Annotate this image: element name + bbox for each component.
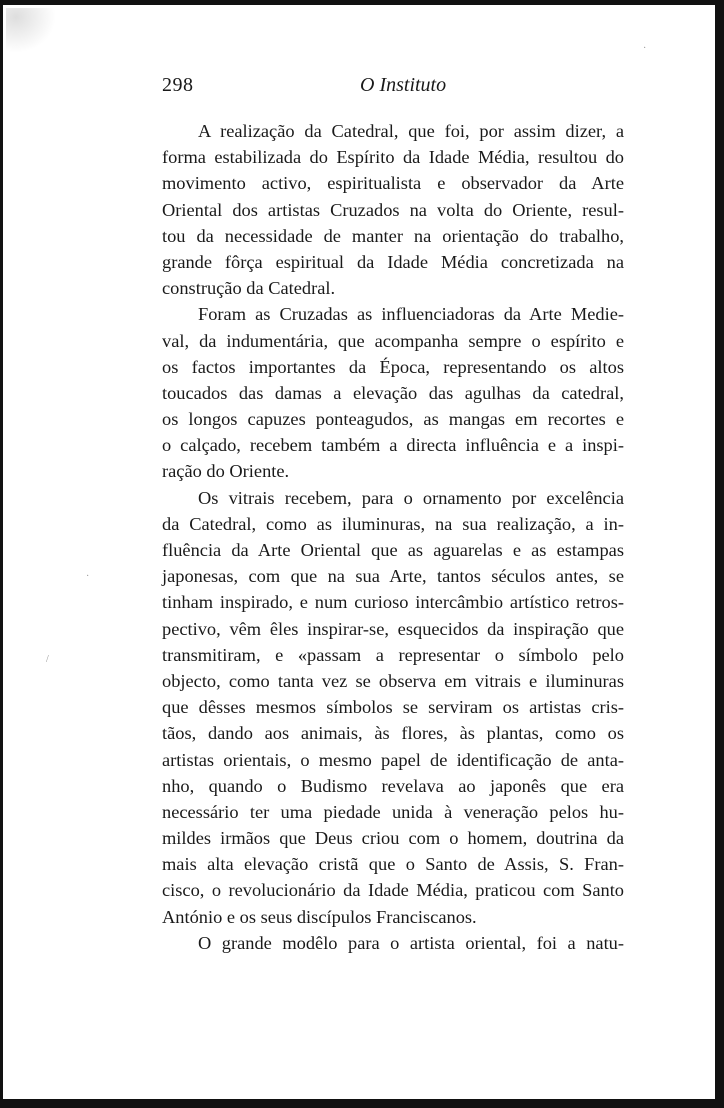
text-line: movimento activo, espiritualista e observador da Arte	[162, 173, 624, 194]
text-line: António e os seus discípulos Franciscanos.	[162, 906, 477, 927]
paragraph	[162, 485, 624, 930]
text-line: os factos importantes da Época, representando os altos	[162, 356, 624, 377]
text-line: toucados das damas a elevação das agulhas da catedral,	[162, 382, 624, 403]
scan-speck: ·	[643, 43, 647, 54]
text-line: que dêsses mesmos símbolos se serviram os artistas cris-	[162, 697, 624, 718]
scan-smudge	[6, 8, 56, 53]
text-line: cisco, o revolucionário da Idade Média, praticou com Santo	[162, 880, 624, 901]
scan-speck: /	[46, 654, 49, 665]
text-line: o calçado, recebem também a directa influência e a inspi-	[162, 435, 624, 456]
text-line: tou da necessidade de manter na orientação do trabalho,	[162, 225, 624, 246]
text-line: pectivo, vêm êles inspirar-se, esquecidos da inspiração que	[162, 618, 624, 639]
text-line: grande fôrça espiritual da Idade Média concretizada na	[162, 251, 624, 272]
text-line: tinham inspirado, e num curioso intercâmbio artístico retros-	[162, 592, 624, 613]
page-number: 298	[162, 74, 194, 96]
text-line: construção da Catedral.	[162, 278, 336, 299]
paragraph	[162, 118, 624, 301]
text-line: artistas orientais, o mesmo papel de identificação de anta-	[162, 749, 624, 770]
text-line: nho, quando o Budismo revelava ao japonês que era	[162, 775, 624, 796]
text-line: val, da indumentária, que acompanha sempre o espírito e	[162, 330, 624, 351]
text-line: A realização da Catedral, que foi, por assim dizer, a	[198, 121, 624, 141]
text-line: ração do Oriente.	[162, 461, 290, 482]
text-line: O grande modêlo para o artista oriental, foi a natu-	[198, 932, 624, 953]
text-line: Os vitrais recebem, para o ornamento por excelência	[198, 487, 624, 508]
running-title: O Instituto	[360, 74, 447, 96]
text-line: fluência da Arte Oriental que as aguarelas e as estampas	[162, 540, 624, 560]
text-line: mais alta elevação cristã que o Santo de Assis, S. Fran-	[162, 854, 624, 875]
text-line: Foram as Cruzadas as influenciadoras da Arte Medie-	[198, 304, 624, 325]
page-header	[162, 74, 624, 100]
scan-border-bottom	[0, 1099, 724, 1108]
text-line: necessário ter uma piedade unida à veneração pelos hu-	[162, 801, 624, 822]
paragraph	[162, 301, 624, 484]
text-line: forma estabilizada do Espírito da Idade Média, resultou do	[162, 147, 624, 168]
text-line: da Catedral, como as iluminuras, na sua realização, a in-	[162, 513, 624, 534]
scan-border-top	[0, 0, 724, 5]
text-line: os longos capuzes ponteagudos, as mangas em recortes e	[162, 409, 624, 430]
text-line: objecto, como tanta vez se observa em vitrais e iluminuras	[162, 670, 624, 691]
text-line: transmitiram, e «passam a representar o símbolo pelo	[162, 644, 624, 665]
scan-border-right	[715, 0, 724, 1108]
scan-border-left	[0, 0, 3, 1108]
text-line: japonesas, com que na sua Arte, tantos séculos antes, se	[162, 566, 624, 587]
scan-speck: ·	[86, 571, 90, 582]
paragraph	[162, 930, 624, 956]
text-line: tãos, dando aos animais, às flores, às plantas, como os	[162, 723, 624, 744]
text-line: Oriental dos artistas Cruzados na volta do Oriente, resul-	[162, 199, 624, 220]
text-line: mildes irmãos que Deus criou com o homem, doutrina da	[162, 828, 624, 849]
body-text	[162, 118, 624, 956]
